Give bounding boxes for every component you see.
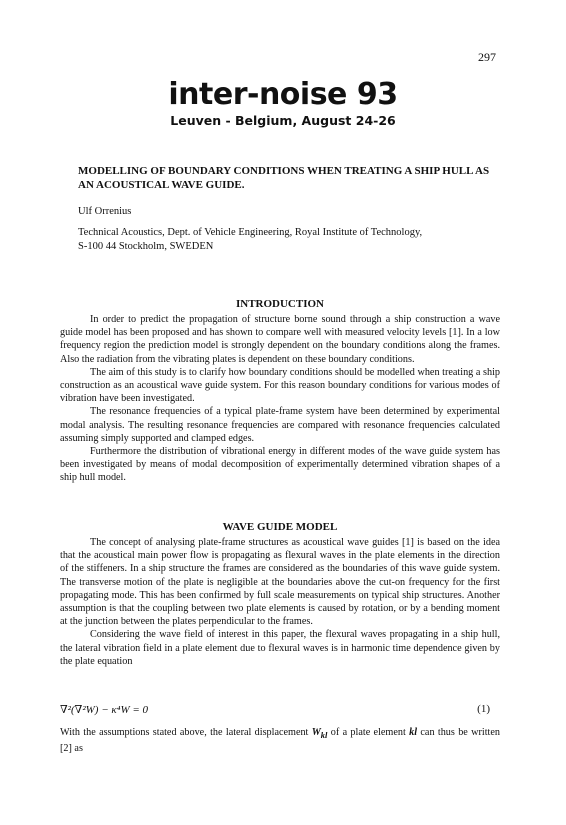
math-symbol: W — [311, 727, 321, 738]
paragraph: The concept of analysing plate-frame structures as acoustical wave guides [1] is based on the idea that the acoustical main power flow is propagating as flexural waves in the plate elements in the direction of the stiffeners. In a ship structure the frames are considered as the boundaries of this wave guide system. The transverse motion of the plate is negligible at the boundaries above the cut-on frequency for the first propagating mode. This has been confirmed by full scale measurements on typical ship structures. Another assumption is that the coupling between two plate elements is caused by rotation, or by a bending moment at the junction between the plates perpendicular to the frames. — [60, 537, 500, 628]
equation-1 — [60, 703, 490, 719]
paragraph: The resonance frequencies of a typical plate-frame system have been determined by experimental modal analysis. The resulting resonance frequencies are compared with resonance frequencies calculated assuming simply supported and clamped edges. — [60, 406, 500, 444]
math-symbol: kl — [409, 727, 418, 738]
paragraph: With the assumptions stated above, the lateral displacement $W_{kl}$ of a plate element kl can thus be written [2] as — [60, 727, 501, 755]
paragraph: The aim of this study is to clarify how boundary conditions should be modelled when treating a ship construction as an acoustical wave guide system. For this reason boundary conditions for various modes of vibration have been investigated. — [60, 366, 500, 405]
equation-body: ∇²(∇²W) − κ⁴W = 0 — [60, 704, 149, 716]
equation-number: (1) — [477, 703, 490, 715]
affiliation-line: S-100 44 Stockholm, SWEDEN — [78, 241, 214, 252]
introduction-section — [60, 298, 500, 485]
author-affiliation — [78, 226, 498, 254]
paper-title: MODELLING OF BOUNDARY CONDITIONS WHEN TREATING A SHIP HULL AS AN ACOUSTICAL WAVE GUIDE. — [78, 165, 490, 191]
author-name: Ulf Orrenius — [78, 206, 132, 217]
conference-subtitle: Leuven - Belgium, August 24-26 — [170, 113, 396, 128]
conference-logo: inter-noise 93 — [168, 77, 398, 112]
page-number: 297 — [478, 50, 496, 64]
section-heading: WAVE GUIDE MODEL — [222, 521, 338, 533]
paragraph: Furthermore the distribution of vibrational energy in different modes of the wave guide system has been investigated by means of modal decomposition of experimentally determined vibration shapes of a ship hull model. — [60, 446, 500, 484]
affiliation-line: Technical Acoustics, Dept. of Vehicle Engineering, Royal Institute of Technology, — [78, 227, 423, 238]
paragraph: In order to predict the propagation of structure borne sound through a ship construction a wave guide model has been proposed and has shown to compare well with measured velocity levels [1]. In a low frequency region the prediction model is strongly dependent on the boundary conditions along the frames. Also the radiation from the vibrating plates is dependent on these boundary conditions. — [60, 314, 500, 365]
wave-guide-section — [60, 521, 500, 668]
paragraph: Considering the wave field of interest in this paper, the flexural waves propagating in a ship hull, the lateral vibration field in a plate element due to flexural waves is in harmonic time dependence given by the plate equation — [60, 629, 500, 667]
section-heading: INTRODUCTION — [235, 298, 324, 310]
